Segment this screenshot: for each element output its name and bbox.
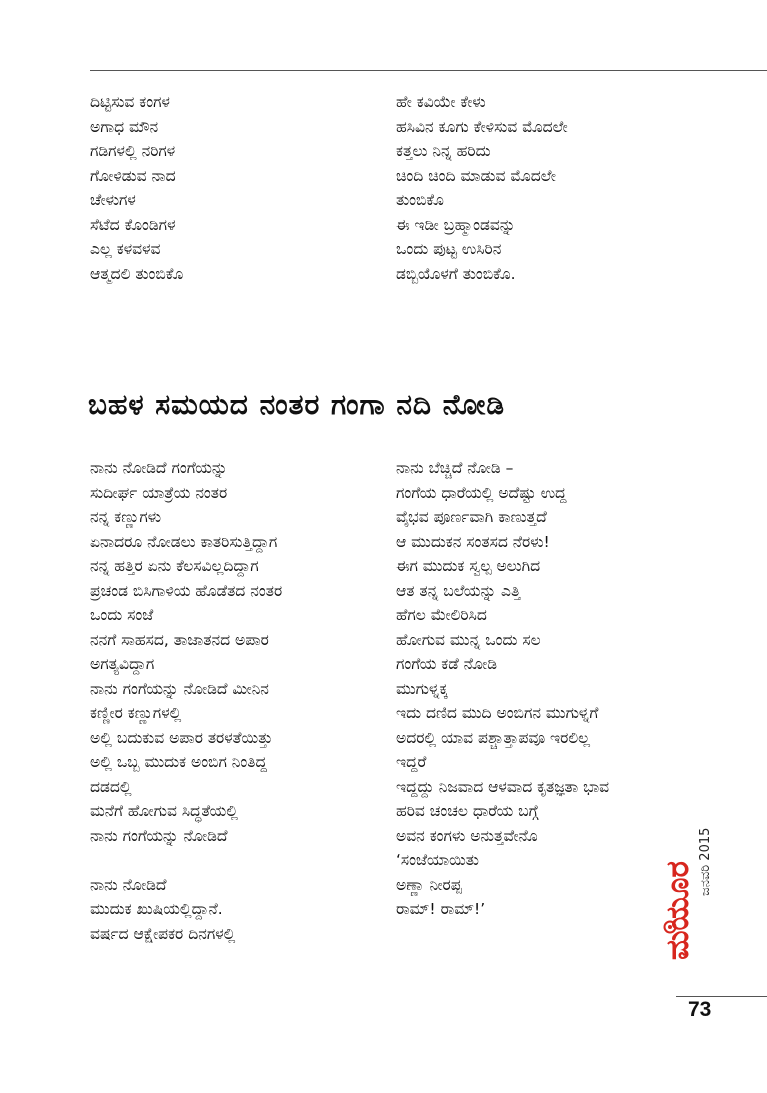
poem-top-right-column <box>396 90 568 286</box>
poem-line: ನನಗೆ ಸಾಹಸದ, ತಾಜಾತನದ ಅಪಾರ <box>90 630 269 649</box>
poem-line: ಎಲ್ಲ ಕಳವಳವ <box>90 240 161 258</box>
footer-rule <box>676 996 767 997</box>
poem-line: ಅವನ ಕಂಗಳು ಅನುತ್ತವೇನೊ <box>396 826 538 845</box>
poem-line: ದಡದಲ್ಲಿ <box>90 777 132 796</box>
poem-line: ಸುದೀರ್ಘ ಯಾತ್ರೆಯ ನಂತರ <box>90 483 228 502</box>
top-rule <box>90 70 767 71</box>
poem-line: ಮನೆಗೆ ಹೋಗುವ ಸಿದ್ಧತೆಯಲ್ಲಿ <box>90 802 238 820</box>
poem-line: ಗಂಗೆಯ ಕಡೆ ನೋಡಿ <box>396 655 498 673</box>
poem-line: ಡಬ್ಬಿಯೊಳಗೆ ತುಂಬಿಕೊ. <box>396 264 516 283</box>
poem-line: ನಾನು ಗಂಗೆಯನ್ನು ನೋಡಿದೆ ಮೀನಿನ <box>90 679 269 698</box>
poem-line: ಮುದುಕ ಖುಷಿಯಲ್ಲಿದ್ದಾನೆ. <box>90 900 223 918</box>
poem-line: ಏನಾದರೂ ನೋಡಲು ಕಾತರಿಸುತ್ತಿದ್ದಾಗ <box>90 532 278 551</box>
poem-line: ಹೆಗಲ ಮೇಲಿರಿಸಿದ <box>396 606 487 624</box>
poem-main-right-column <box>396 456 609 922</box>
poem-line: ಹಸಿವಿನ ಕೂಗು ಕೇಳಿಸುವ ಮೊದಲೇ <box>396 117 568 136</box>
poem-line: ಹೇ ಕವಿಯೇ ಕೇಳು <box>396 93 486 111</box>
poem-line: ವೈಭವ ಪೂರ್ಣವಾಗಿ ಕಾಣುತ್ತದೆ <box>396 508 547 526</box>
magazine-masthead <box>648 800 718 960</box>
magazine-logo: ಮಯೂರ <box>660 861 696 960</box>
poem-line: ಕತ್ತಲು ನಿನ್ನ ಹರಿದು <box>396 142 491 160</box>
poem-line: ಚೇಳುಗಳ <box>90 191 136 209</box>
poem-line: ಹರಿವ ಚಂಚಲ ಧಾರೆಯ ಬಗ್ಗೆ <box>396 802 539 820</box>
poem-line: ನಾನು ನೋಡಿದೆ ಗಂಗೆಯನ್ನು <box>90 459 228 477</box>
poem-line: ಪ್ರಚಂಡ ಬಿಸಿಗಾಳಿಯ ಹೊಡೆತದ ನಂತರ <box>90 581 283 600</box>
poem-line: ದಿಟ್ಟಿಸುವ ಕಂಗಳ <box>90 93 170 111</box>
poem-line: ‘ಸಂಜೆಯಾಯಿತು <box>396 851 479 869</box>
poem-line: ನಾನು ನೋಡಿದೆ <box>90 875 167 894</box>
poem-line: ಹೋಗುವ ಮುನ್ನ ಒಂದು ಸಲ <box>396 630 541 649</box>
poem-line: ಅಲ್ಲಿ ಒಬ್ಬ ಮುದುಕ ಅಂಬಿಗ ನಿಂತಿದ್ದ <box>90 753 267 771</box>
poem-line: ಅಗಾಧ ಮೌನ <box>90 117 159 136</box>
poem-line: ಗಡಿಗಳಲ್ಲಿ ನರಿಗಳ <box>90 142 176 160</box>
poem-line: ಒಂದು ಪುಟ್ಟ ಉಸಿರಿನ <box>396 240 502 258</box>
poem-line: ಆತ ತನ್ನ ಬಲೆಯನ್ನು ಎತ್ತಿ <box>396 581 521 600</box>
poem-line: ಮುಗುಳ್ನಕ್ಕ <box>396 679 448 698</box>
issue-date: ಜನವರಿ 2015 <box>698 827 713 896</box>
poem-line: ಸೆಟೆದ ಕೊಂಡಿಗಳ <box>90 215 176 234</box>
poem-line: ಇದು ದಣಿದ ಮುದಿ ಅಂಬಿಗನ ಮುಗುಳ್ನಗೆ <box>396 704 599 722</box>
poem-line: ಆ ಮುದುಕನ ಸಂತಸದ ನೆರಳು! <box>396 532 550 551</box>
poem-line: ಇದ್ದದ್ದು ನಿಜವಾದ ಆಳವಾದ ಕೃತಜ್ಞತಾ ಭಾವ <box>396 777 610 796</box>
poem-line: ಅಗತ್ಯವಿದ್ದಾಗ <box>90 655 155 673</box>
poem-line: ನನ್ನ ಹತ್ತಿರ ಏನು ಕೆಲಸವಿಲ್ಲದಿದ್ದಾಗ <box>90 557 259 575</box>
poem-line: ನಾನು ಗಂಗೆಯನ್ನು ನೋಡಿದೆ <box>90 826 228 845</box>
page-number: 73 <box>688 998 712 1021</box>
poem-line: ವರ್ಷದ ಆಕ್ಷೇಪಕರ ದಿನಗಳಲ್ಲಿ <box>90 924 236 943</box>
poem-line: ಗೋಳಿಡುವ ನಾದ <box>90 166 176 185</box>
poem-line: ರಾಮ್! ರಾಮ್!’ <box>396 900 486 918</box>
poem-line: ಇದ್ದರೆ <box>396 753 427 771</box>
poem-line: ಅಣ್ಣಾ ನೀರಪ್ಪ <box>396 875 462 894</box>
poem-line: ಈ ಇಡೀ ಬ್ರಹ್ಮಾಂಡವನ್ನು <box>396 215 516 234</box>
poem-line: ಆತ್ಮದಲಿ ತುಂಬಿಕೊ <box>90 264 184 283</box>
poem-line: ಗಂಗೆಯ ಧಾರೆಯಲ್ಲಿ ಅದೆಷ್ಟು ಉದ್ದ <box>396 483 567 502</box>
poem-line: ನಾನು ಬೆಚ್ಚಿದೆ ನೋಡಿ – <box>396 459 514 477</box>
poem-line: ಅದರಲ್ಲಿ ಯಾವ ಪಶ್ಚಾತ್ತಾಪವೂ ಇರಲಿಲ್ಲ <box>396 728 591 747</box>
poem-main-left-column <box>90 456 282 946</box>
poem-line: ಚಿಂದಿ ಚಿಂದಿ ಮಾಡುವ ಮೊದಲೇ <box>396 166 556 185</box>
poem-line: ತುಂಬಿಕೊ <box>396 191 444 209</box>
poem-line: ಈಗ ಮುದುಕ ಸ್ವಲ್ಪ ಅಲುಗಿದ <box>396 557 541 575</box>
stanza-break <box>90 848 282 873</box>
poem-line: ಒಂದು ಸಂಜೆ <box>90 606 154 624</box>
poem-line: ನನ್ನ ಕಣ್ಣುಗಳು <box>90 508 162 526</box>
poem-top-left-column <box>90 90 183 286</box>
poem-line: ಕಣ್ಣೀರ ಕಣ್ಣುಗಳಲ್ಲಿ <box>90 704 182 722</box>
poem-line: ಅಲ್ಲಿ ಬದುಕುವ ಅಪಾರ ತರಳತೆಯಿತ್ತು <box>90 728 273 747</box>
poem-title: ಬಹಳ ಸಮಯದ ನಂತರ ಗಂಗಾ ನದಿ ನೋಡಿ <box>88 388 505 421</box>
